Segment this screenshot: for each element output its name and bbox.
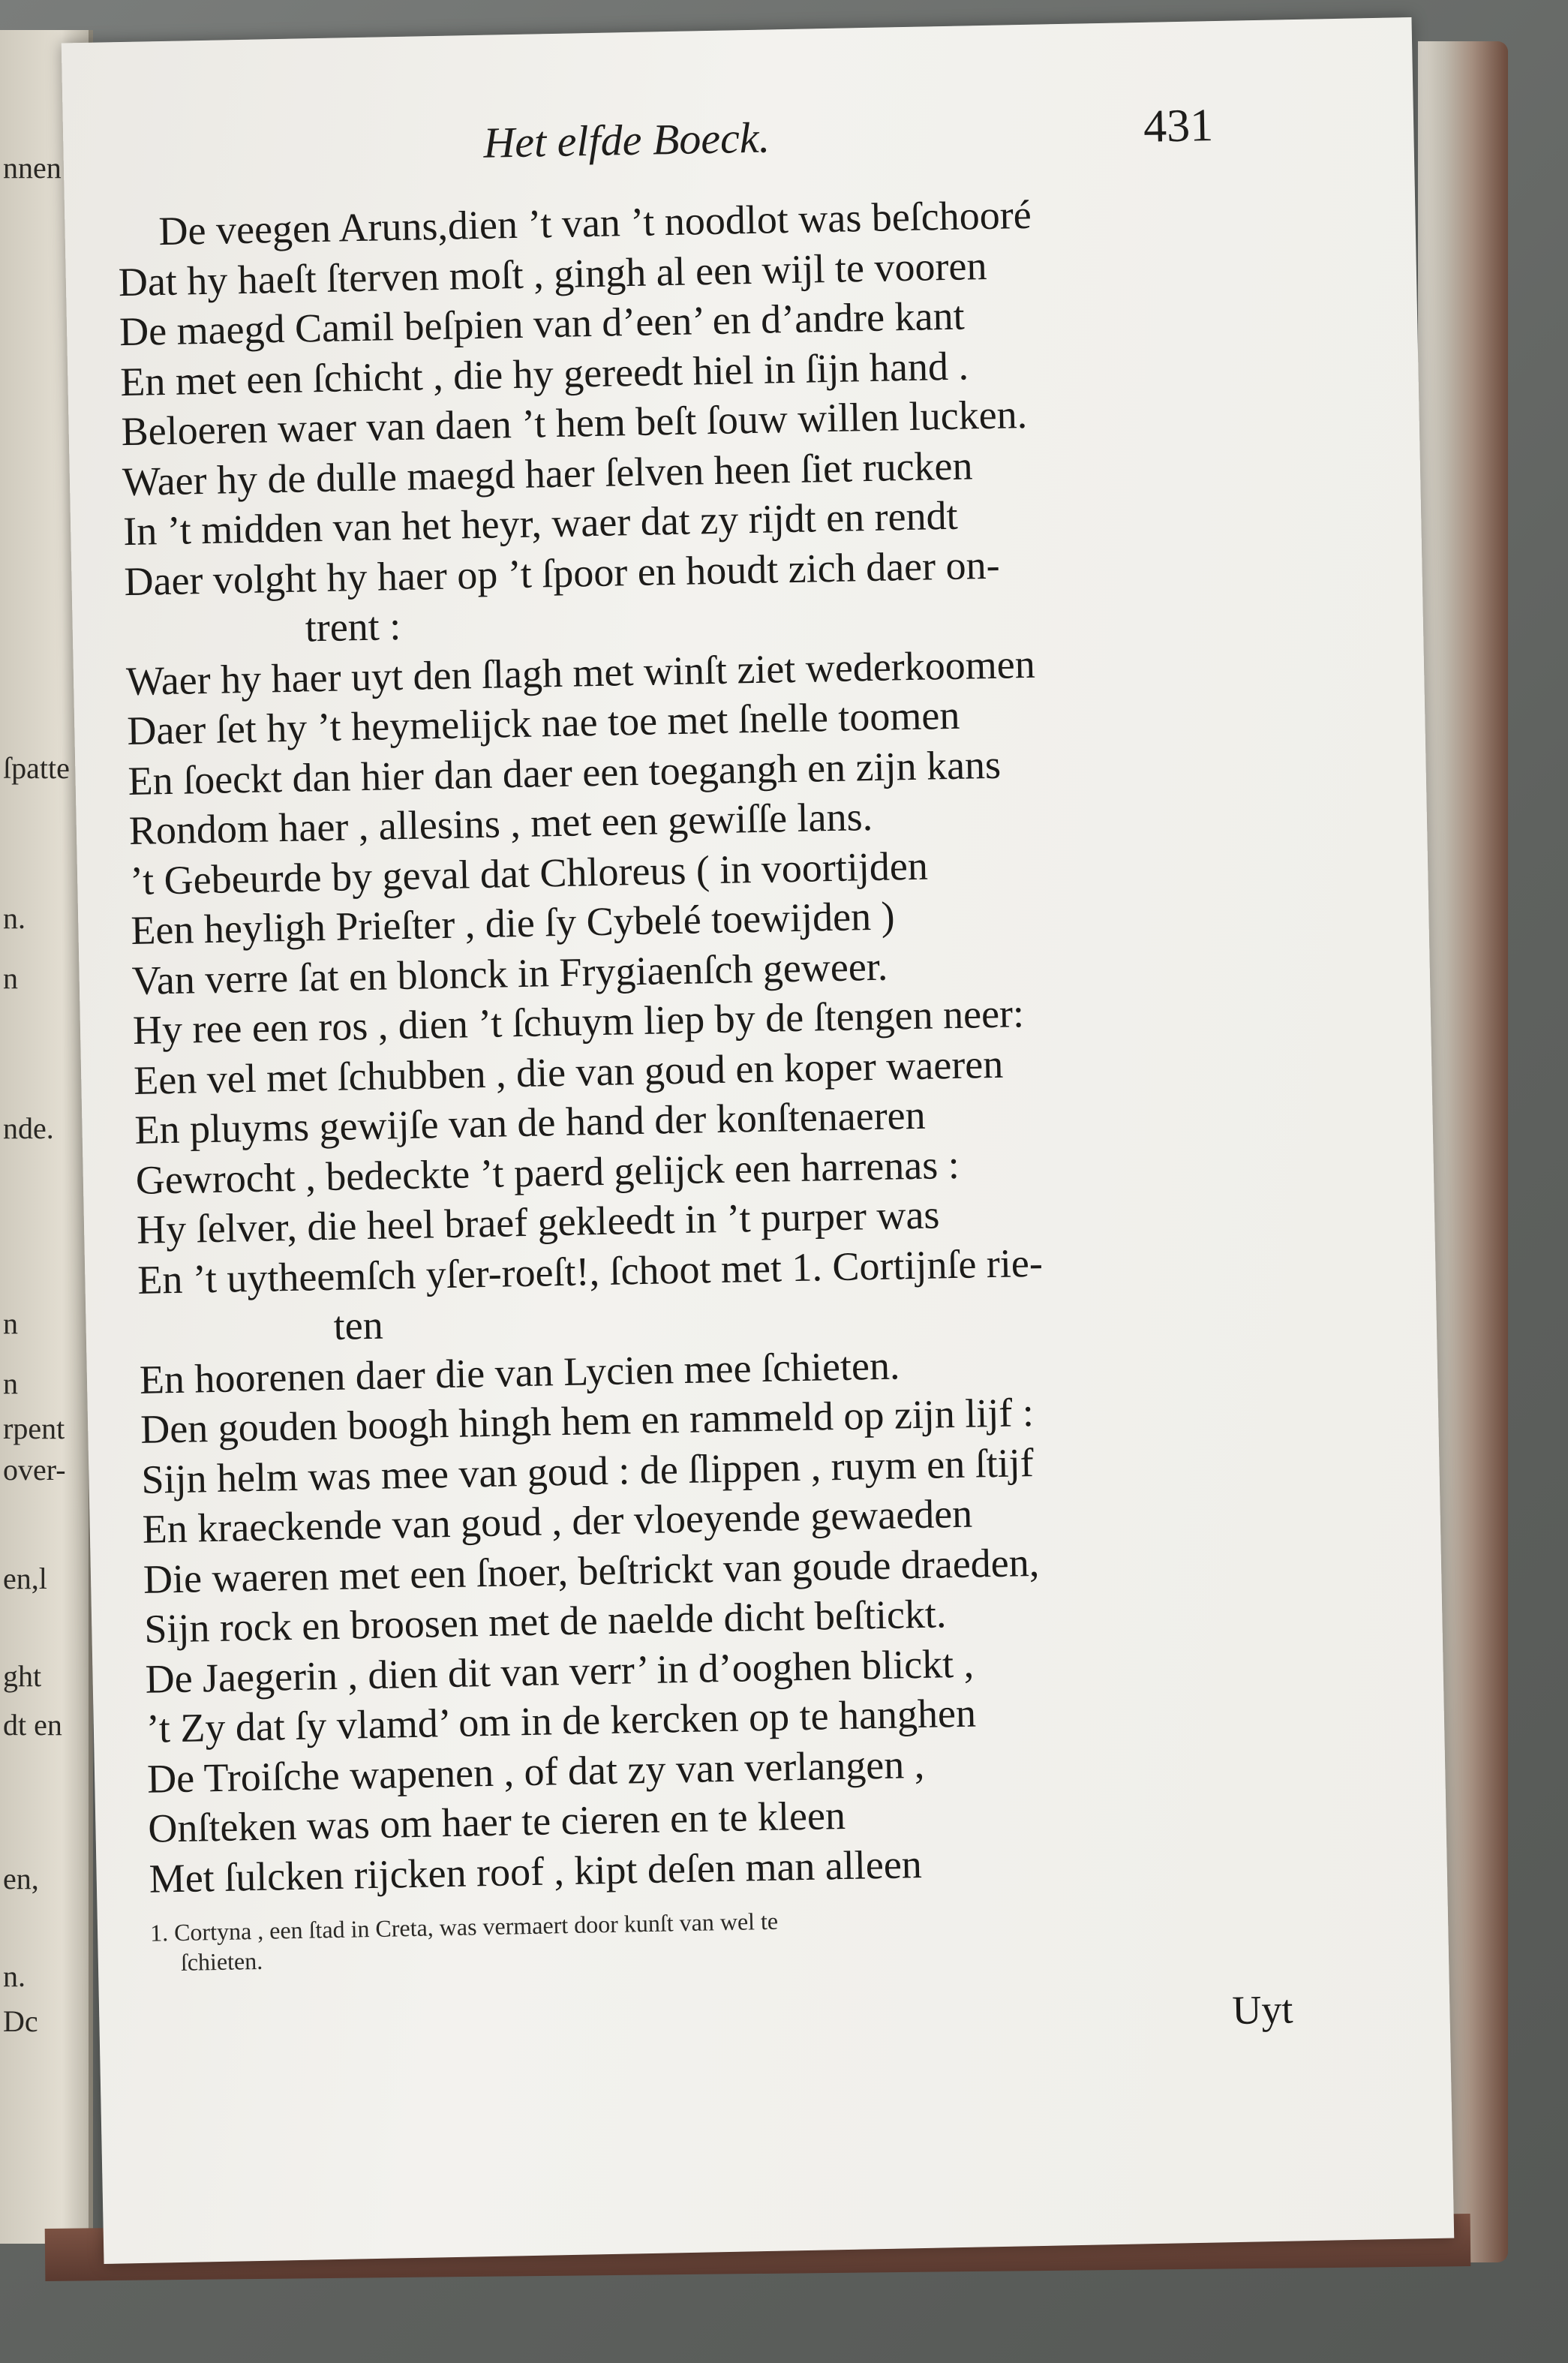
verse-line: ’t Zy dat ſy vlamd’ om in de kercken op te hanghen xyxy=(146,1690,977,1751)
verse-line-continuation: ten xyxy=(333,1302,384,1348)
page-number: 431 xyxy=(1143,100,1214,152)
verse-line-continuation: trent : xyxy=(305,603,401,651)
verse-line: En pluyms gewijſe van de hand der konſtenaeren xyxy=(134,1092,927,1153)
footnote-line: ſchieten. xyxy=(180,1947,263,1976)
verse-line: En kraeckende van goud , der vloeyende gewaeden xyxy=(142,1490,973,1552)
verse-line: Waer hy haer uyt den ſlagh met winſt ziet wederkoomen xyxy=(125,641,1036,704)
left-fragment: n xyxy=(3,1306,18,1340)
verse-line: De maegd Camil beſpien van d’een’ en d’andre kant xyxy=(119,293,966,355)
verse-line: Sijn helm was mee van goud : de ſlippen , ruym en ſtijf xyxy=(140,1439,1035,1502)
verse-line: Dat hy haeſt ſterven moſt , gingh al een wijl te vooren xyxy=(118,242,987,305)
left-fragment: Dc xyxy=(3,2004,38,2038)
verse-line: De Troiſche wapenen , of dat zy van verlangen , xyxy=(146,1741,925,1802)
verse-line: Een heyligh Prieſter , die ſy Cybelé toewijden ) xyxy=(130,893,896,953)
left-fragment: over- xyxy=(3,1453,66,1487)
verse-line: Een vel met ſchubben , die van goud en koper waeren xyxy=(133,1041,1004,1103)
left-fragment: dt en xyxy=(3,1708,62,1742)
verse-line: Den gouden boogh hingh hem en rammeld op zijn lijf : xyxy=(140,1390,1035,1452)
verse-block xyxy=(117,183,1425,1904)
verse-line: De Jaegerin , dien dit van verr’ in d’ooghen blickt , xyxy=(145,1640,975,1702)
left-fragment: ſpatte xyxy=(3,751,70,785)
left-fragment: n. xyxy=(3,1959,26,1993)
running-head: Het elfde Boeck. xyxy=(482,113,770,167)
verse-line: Beloeren waer van daen ’t hem beſt ſouw willen lucken. xyxy=(121,391,1028,455)
verse-line: Onſteken was om haer te cieren en te kleen xyxy=(147,1792,846,1851)
left-fragment: ght xyxy=(3,1659,42,1693)
verse-line: En met een ſchicht , die hy gereedt hiel in ſijn hand . xyxy=(119,342,969,404)
verse-line: Gewrocht , bedeckte ’t paerd gelijck een harrenas : xyxy=(135,1141,960,1203)
catchword: Uyt xyxy=(1231,1986,1293,2034)
verse-line: Hy ree een ros , dien ’t ſchuym liep by de ſtengen neer: xyxy=(132,991,1025,1053)
verse-line: Daer ſet hy ’t heymelijck nae toe met ſnelle toomen xyxy=(126,692,960,754)
left-fragment: n. xyxy=(3,901,26,935)
verse-line: En ſoeckt dan hier dan daer een toegangh en zijn kans xyxy=(128,741,1002,804)
verse-line: Sijn rock en broosen met de naelde dicht beſtickt. xyxy=(143,1591,947,1652)
verse-line: Die waeren met een ſnoer, beſtrickt van goude draeden, xyxy=(143,1539,1040,1602)
left-fragment: n xyxy=(3,961,18,995)
verse-line: Met ſulcken rijcken roof , kipt deſen man alleen xyxy=(149,1841,923,1902)
verse-line: Daer volght hy haer op ’t ſpoor en houdt zich daer on- xyxy=(123,542,1001,604)
page-header xyxy=(63,100,1414,186)
verse-line: En hoorenen daer die van Lycien mee ſchieten. xyxy=(139,1342,900,1402)
verse-line: In ’t midden van het heyr, waer dat zy rijdt en rendt xyxy=(122,492,959,555)
verse-line: De veegen Aruns,dien ’t van ’t noodlot was beſchooré xyxy=(158,191,1032,254)
left-fragment: rpent xyxy=(3,1411,65,1445)
verse-line: Hy ſelver, die heel braef gekleedt in ’t purper was xyxy=(136,1192,940,1252)
left-fragment: en,l xyxy=(3,1562,47,1595)
verse-line: Waer hy de dulle maegd haer ſelven heen ſiet rucken xyxy=(122,442,973,504)
footnote-line: 1. Cortyna , een ſtad in Creta, was vermaert door kunſt van wel te xyxy=(149,1907,779,1947)
left-fragment: n xyxy=(3,1366,18,1400)
verse-line: ’t Gebeurde by geval dat Chloreus ( in voortijden xyxy=(129,843,929,903)
left-fragment: nde. xyxy=(3,1111,54,1145)
verse-line: Rondom haer , allesins , met een gewiſſe lans. xyxy=(128,793,873,854)
book-page xyxy=(62,17,1454,2264)
left-fragment: en, xyxy=(3,1862,39,1896)
left-fragment: nnen xyxy=(3,151,62,185)
verse-line: Van verre ſat en blonck in Frygiaenſch geweer. xyxy=(131,943,888,1003)
verse-line: En ’t uytheemſch yſer-roeſt!, ſchoot met 1. Cortijnſe rie- xyxy=(137,1240,1044,1303)
footnote xyxy=(150,1893,1426,1978)
